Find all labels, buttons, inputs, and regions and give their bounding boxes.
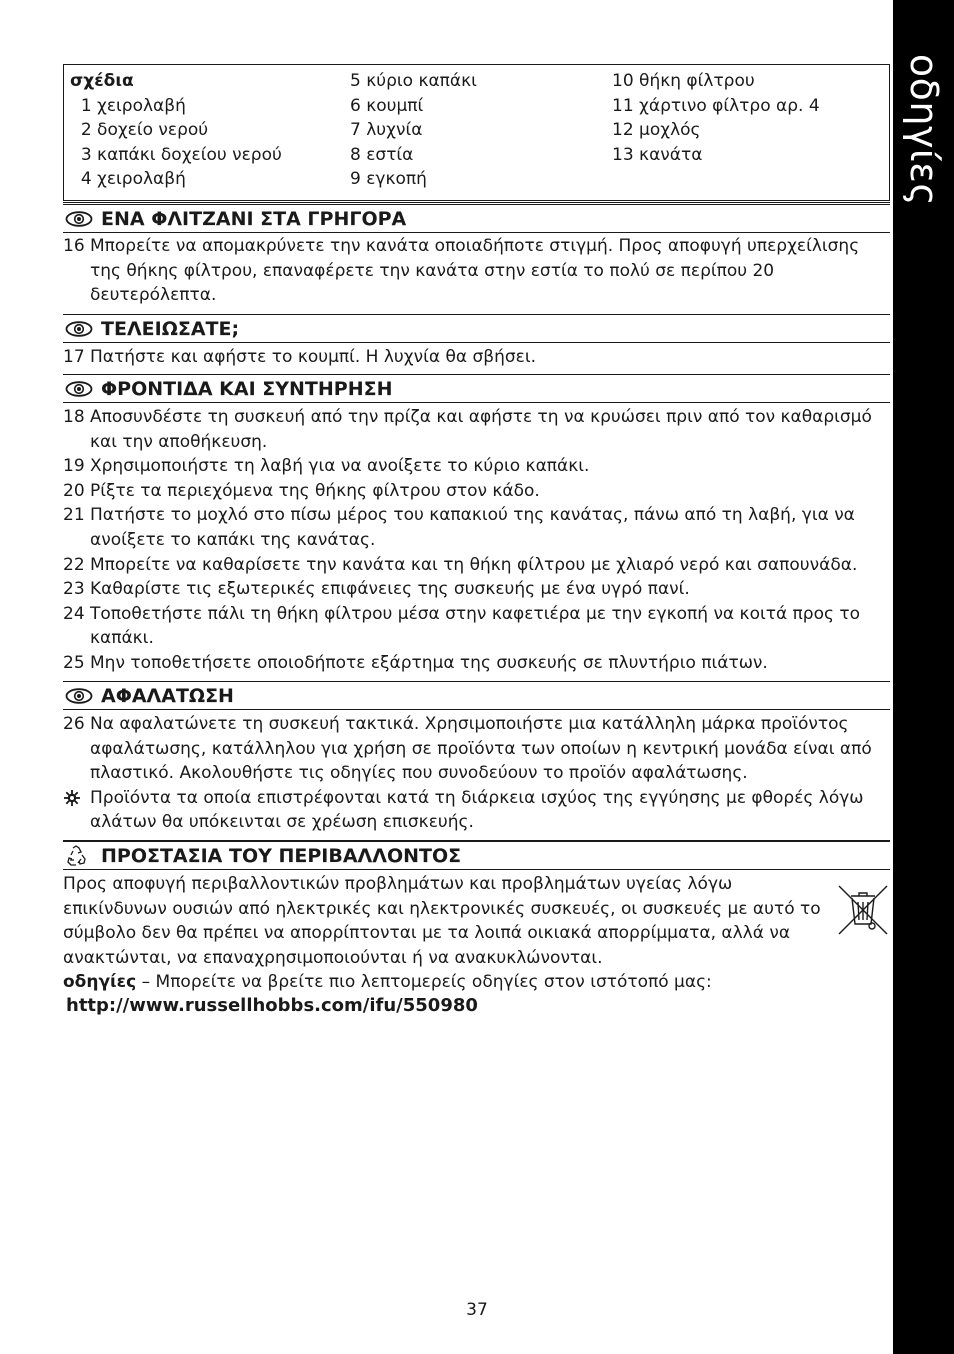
instructions-url: http://www.russellhobbs.com/ifu/550980 (66, 995, 478, 1016)
eye-icon (63, 688, 101, 704)
section-heading-finished: ΤΕΛΕΙΩΣΑΤΕ; (63, 314, 890, 343)
list-item: 3 καπάκι δοχείου νερού (80, 144, 282, 165)
list-item: 10 θήκη φίλτρου (612, 71, 755, 91)
list-item: 9 εγκοπή (350, 169, 427, 189)
weee-paragraph: Προς αποφυγή περιβαλλοντικών προβλημάτων και προβλημάτων υγείας λόγω επικίνδυνων ουσιών από ηλεκτρικές και ηλεκτρονικές συσκευές, οι συσκευές με αυτό το σύμβολο δεν θα πρέπει να απορρίπτονται με τα λοιπά οικιακά απορρίμματα, αλλά να ανακτώνται, να επαναχρησιμοποιούνται ή να ανακυκλώνονται. (63, 874, 821, 968)
environment-text (63, 872, 823, 995)
warning-note: Προϊόντα τα οποία επιστρέφονται κατά τη διάρκεια ισχύος της εγγύησης με φθορές λόγω αλάτων θα υπόκεινται σε χρέωση επισκευής. (63, 786, 893, 835)
list-item: 13 κανάτα (612, 144, 703, 165)
list-item: 18 Αποσυνδέστε τη συσκευή από την πρίζα και αφήστε τη να κρυώσει πριν από τον καθαρισμό και την αποθήκευση. (63, 407, 872, 452)
list-item: 23 Καθαρίστε τις εξωτερικές επιφάνειες της συσκευής με ένα υγρό πανί. (63, 579, 690, 600)
list-item: 22 Μπορείτε να καθαρίσετε την κανάτα και τη θήκη φίλτρου με χλιαρό νερό και σαπουνάδα. (63, 554, 858, 575)
instructions-line: οδηγίες – Μπορείτε να βρείτε πιο λεπτομερείς οδηγίες στον ιστότοπό μας: (63, 972, 712, 993)
parts-title: σχέδια (70, 71, 134, 91)
parts-box (63, 64, 890, 201)
list-item: 11 χάρτινο φίλτρο αρ. 4 (612, 95, 820, 116)
section-body-descaling (63, 712, 893, 835)
list-item: 21 Πατήστε το μοχλό στο πίσω μέρος του καπακιού της κανάτας, πάνω από τη λαβή, για να ανοίξετε το καπάκι της κανάτας. (63, 505, 855, 550)
sun-warning-icon (63, 786, 81, 815)
list-item: 1 χειρολαβή (80, 95, 186, 116)
section-heading-descaling: ΑΦΑΛΑΤΩΣΗ (63, 681, 890, 710)
divider (63, 202, 890, 203)
section-heading-care: ΦΡΟΝΤΙΔΑ ΚΑΙ ΣΥΝΤΗΡΗΣΗ (63, 374, 890, 403)
eye-icon (63, 321, 101, 337)
list-item: 25 Μην τοποθετήσετε οποιοδήποτε εξάρτημα της συσκευής σε πλυντήριο πιάτων. (63, 652, 768, 673)
eye-icon (63, 381, 101, 397)
list-item: 12 μοχλός (612, 120, 701, 140)
list-item: 16 Μπορείτε να απομακρύνετε την κανάτα οποιαδήποτε στιγμή. Προς αποφυγή υπερχείλισης της θήκης φίλτρου, επαναφέρετε την κανάτα στην εστία το πολύ σε περίπου 20 δευτερόλεπτα. (63, 236, 860, 306)
list-item: 5 κύριο καπάκι (350, 71, 477, 91)
parts-column-1 (70, 69, 282, 192)
list-item: 19 Χρησιμοποιήστε τη λαβή για να ανοίξετε το κύριο καπάκι. (63, 456, 590, 477)
list-item: 17 Πατήστε και αφήστε το κουμπί. Η λυχνία θα σβήσει. (63, 347, 536, 367)
section-body-care (63, 405, 893, 676)
parts-column-3 (612, 69, 820, 167)
list-item: 7 λυχνία (350, 120, 423, 140)
sidebar-title: οδηγίες (902, 53, 946, 207)
crossed-bin-icon (837, 884, 889, 936)
section-heading-one-cup: ΕΝΑ ΦΛΙΤΖΑΝΙ ΣΤΑ ΓΡΗΓΟΡΑ (63, 204, 890, 233)
list-item: 24 Τοποθετήστε πάλι τη θήκη φίλτρου μέσα στην καφετιέρα με την εγκοπή να κοιτά προς το καπάκι. (63, 603, 861, 649)
list-item: 2 δοχείο νερού (80, 120, 209, 140)
recycle-icon (63, 845, 101, 867)
section-body-finished (63, 345, 893, 370)
section-heading-environment: ΠΡΟΣΤΑΣΙΑ ΤΟΥ ΠΕΡΙΒΑΛΛΟΝΤΟΣ (63, 840, 890, 870)
eye-icon (63, 211, 101, 227)
list-item: 26 Να αφαλατώνετε τη συσκευή τακτικά. Χρησιμοποιήστε μια κατάλληλη μάρκα προϊόντος αφαλάτωσης, κατάλληλου για χρήση σε προϊόντα των οποίων η κεντρική μονάδα είναι από πλαστικό. Ακολουθήστε τις οδηγίες που συνοδεύουν το προϊόν αφαλάτωσης. (63, 714, 872, 784)
page-number: 37 (466, 1300, 488, 1320)
list-item: 4 χειρολαβή (80, 169, 186, 189)
section-body-one-cup (63, 234, 893, 308)
list-item: 6 κουμπί (350, 95, 424, 116)
list-item: 8 εστία (350, 144, 414, 165)
list-item: 20 Ρίξτε τα περιεχόμενα της θήκης φίλτρου στον κάδο. (63, 480, 540, 501)
parts-column-2 (350, 69, 477, 192)
